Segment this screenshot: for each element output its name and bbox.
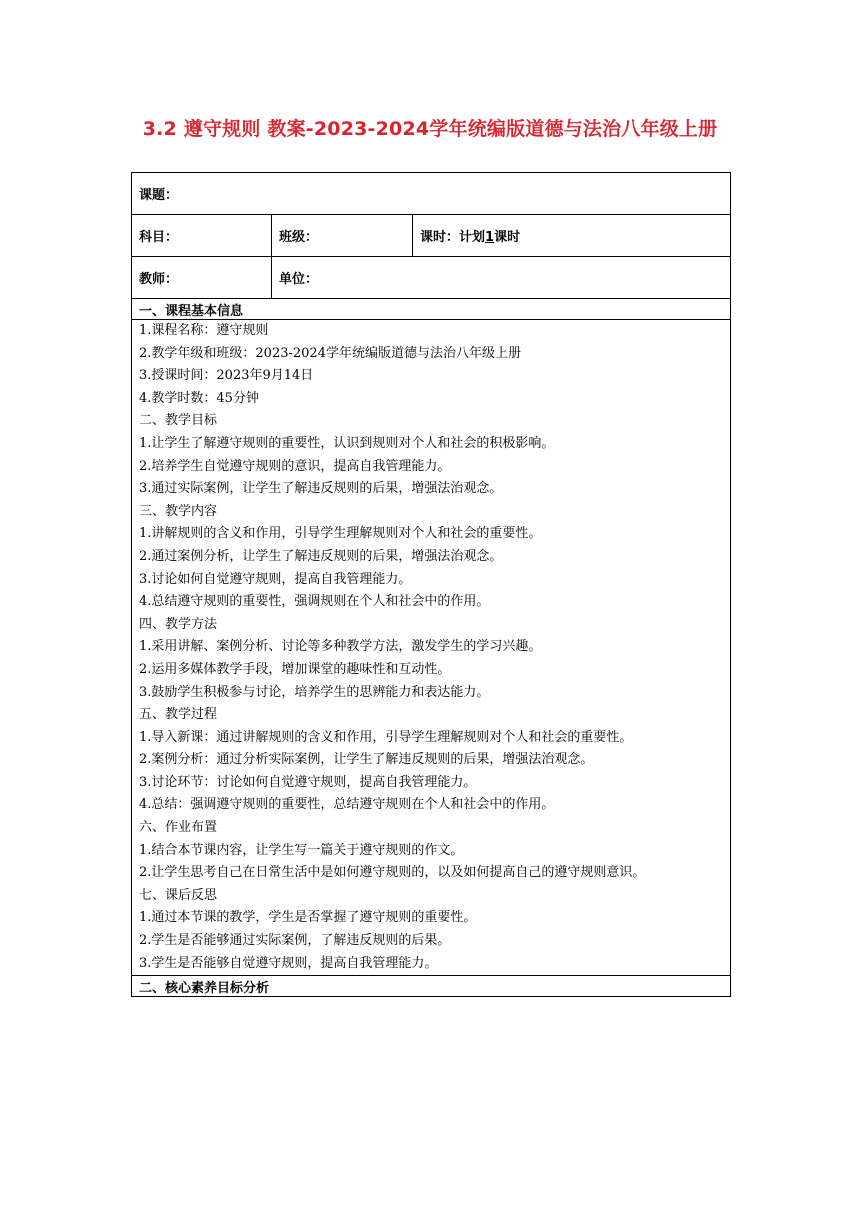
topic-cell <box>132 173 731 215</box>
subject-cell <box>132 215 272 257</box>
content-line: 3.讨论如何自觉遵守规则，提高自我管理能力。 <box>139 571 412 587</box>
section1-heading: 一、课程基本信息 <box>132 299 731 320</box>
section2-row <box>132 976 731 997</box>
content-line: 4.总结遵守规则的重要性，强调规则在个人和社会中的作用。 <box>139 594 490 610</box>
teacher-row <box>132 257 731 299</box>
content-line: 1.采用讲解、案例分析、讨论等多种教学方法，激发学生的学习兴趣。 <box>139 639 542 655</box>
content-line: 3.通过实际案例，让学生了解违反规则的后果，增强法治观念。 <box>139 481 503 497</box>
content-line: 2.学生是否能够通过实际案例，了解违反规则的后果。 <box>139 933 451 949</box>
lesson-plan-table <box>131 172 731 997</box>
unit-cell <box>272 257 731 299</box>
subject-label: 科目： <box>139 230 179 245</box>
section1-row <box>132 299 731 320</box>
content-line: 2.让学生思考自己在日常生活中是如何遵守规则的，以及如何提高自己的遵守规则意识。 <box>139 865 646 881</box>
section-subheading: 五、教学过程 <box>139 707 218 723</box>
content-line: 2.运用多媒体教学手段，增加课堂的趣味性和互动性。 <box>139 661 451 677</box>
unit-label: 单位： <box>279 272 319 287</box>
subject-row <box>132 215 731 257</box>
content-line: 1.通过本节课的教学，学生是否掌握了遵守规则的重要性。 <box>139 910 477 926</box>
content-line: 4.总结：强调遵守规则的重要性，总结遵守规则在个人和社会中的作用。 <box>139 797 555 813</box>
content-line: 3.学生是否能够自觉遵守规则，提高自我管理能力。 <box>139 955 438 971</box>
content-line: 3.鼓励学生积极参与讨论，培养学生的思辨能力和表达能力。 <box>139 684 490 700</box>
period-count: 1 <box>485 230 495 245</box>
content-line: 2.通过案例分析，让学生了解违反规则的后果，增强法治观念。 <box>139 548 503 564</box>
content-row <box>132 320 731 976</box>
topic-row <box>132 173 731 215</box>
section-subheading: 六、作业布置 <box>139 820 218 836</box>
class-cell <box>272 215 413 257</box>
content-line: 1.讲解规则的含义和作用，引导学生理解规则对个人和社会的重要性。 <box>139 526 542 542</box>
content-line: 4.教学时数：45分钟 <box>139 390 259 406</box>
teacher-label: 教师： <box>139 272 179 287</box>
period-suffix: 课时 <box>494 230 521 245</box>
content-line: 1.课程名称：遵守规则 <box>139 323 269 338</box>
section-subheading: 二、教学目标 <box>139 413 218 429</box>
content-line: 1.结合本节课内容，让学生写一篇关于遵守规则的作文。 <box>139 842 464 858</box>
section-subheading: 七、课后反思 <box>139 887 218 903</box>
document-title: 3.2 遵守规则 教案-2023-2024学年统编版道德与法治八年级上册 <box>142 118 718 140</box>
content-line: 2.教学年级和班级：2023-2024学年统编版道德与法治八年级上册 <box>139 345 521 361</box>
content-line: 1.让学生了解遵守规则的重要性，认识到规则对个人和社会的积极影响。 <box>139 435 555 451</box>
content-line: 3.授课时间：2023年9月14日 <box>139 368 314 384</box>
content-line: 3.讨论环节：讨论如何自觉遵守规则，提高自我管理能力。 <box>139 774 477 790</box>
teacher-cell <box>132 257 272 299</box>
content-line: 2.培养学生自觉遵守规则的意识，提高自我管理能力。 <box>139 458 451 474</box>
content-line: 2.案例分析：通过分析实际案例，让学生了解违反规则的后果，增强法治观念。 <box>139 752 594 768</box>
section-subheading: 三、教学内容 <box>139 503 218 519</box>
period-cell <box>413 215 731 257</box>
class-label: 班级： <box>279 230 319 245</box>
topic-label: 课题： <box>139 188 179 203</box>
content-cell <box>132 320 731 976</box>
section2-heading: 二、核心素养目标分析 <box>132 976 731 997</box>
content-line: 1.导入新课：通过讲解规则的含义和作用，引导学生理解规则对个人和社会的重要性。 <box>139 729 633 745</box>
period-prefix: 课时：计划 <box>420 230 486 245</box>
section-subheading: 四、教学方法 <box>139 616 218 632</box>
